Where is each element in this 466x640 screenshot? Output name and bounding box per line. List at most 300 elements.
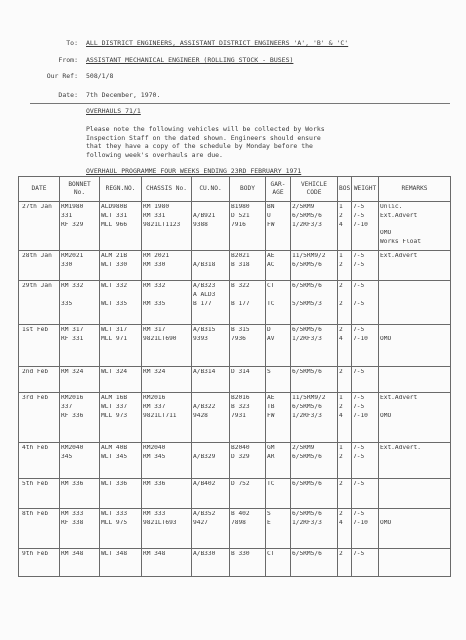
cell-line: 7-5	[353, 212, 365, 219]
cell-remarks	[379, 250, 451, 280]
cell-weight	[352, 392, 379, 442]
cell-cu	[192, 548, 230, 576]
cell-body	[230, 280, 266, 324]
cell-line: WLT 336	[101, 480, 128, 487]
cell-line: 7898	[231, 519, 246, 526]
table-header-row	[19, 177, 451, 202]
cell-line: WLT 337	[101, 403, 128, 410]
cell-line: 9821LT690	[143, 335, 177, 342]
cell-line: AV	[267, 335, 275, 342]
cell-line: 2/5RM9	[292, 204, 315, 210]
cell-body	[230, 478, 266, 508]
cell-bos	[338, 548, 352, 576]
cell-line: OMO	[380, 412, 392, 419]
cell-remarks	[379, 202, 451, 251]
cell-weight	[352, 250, 379, 280]
note-line: Please note the following vehicles will be collected by Works	[86, 125, 325, 133]
cell-line	[292, 292, 336, 301]
cell-line: 1	[339, 444, 343, 451]
cell-line: TC	[267, 480, 275, 487]
cell-chassis	[142, 508, 192, 548]
cell-date	[19, 366, 60, 392]
column-header: CHASSIS No.	[142, 177, 192, 202]
cell-line: RM2021	[61, 252, 84, 259]
cell-line: 7916	[231, 221, 246, 228]
cell-line: 1	[339, 394, 343, 401]
cell-line: RM 337	[143, 403, 166, 410]
cell-garage	[266, 366, 291, 392]
cell-cu	[192, 250, 230, 280]
programme-title: OVERHAUL PROGRAMME FOUR WEEKS ENDING 23RD FEBRUARY 1971	[86, 167, 302, 175]
cell-regn	[100, 202, 142, 251]
cell-cu	[192, 324, 230, 366]
cell-line: 7936	[231, 335, 246, 342]
memo-to-value: ALL DISTRICT ENGINEERS, ASSISTANT DISTRICT ENGINEERS 'A', 'B' & 'C'	[86, 39, 349, 47]
cell-line: B 177	[193, 300, 212, 307]
cell-line: CT	[267, 282, 275, 289]
cell-line: B 330	[231, 550, 250, 557]
cell-line: D	[267, 326, 271, 333]
cell-line: B 177	[231, 300, 250, 307]
cell-line: Ext.Advert	[380, 212, 418, 219]
cell-line: 11/5RM9/2	[292, 394, 326, 401]
cell-line: 6/5RM5/6	[292, 282, 322, 289]
cell-chassis	[142, 548, 192, 576]
memo-date-label: Date:	[58, 91, 78, 99]
cell-code	[291, 202, 338, 251]
memo-ref-row	[0, 73, 466, 83]
cell-line: 7-5	[353, 394, 365, 401]
cell-line: 4th Feb	[22, 444, 49, 451]
cell-line: 7-10	[353, 335, 368, 342]
note-line: Inspection Staff on the dated shown. Engineers should ensure	[86, 133, 321, 142]
cell-line: Ext.Advert	[380, 394, 418, 401]
cell-line: 6/5RM5/6	[292, 261, 322, 268]
cell-chassis	[142, 280, 192, 324]
cell-line: WLT 331	[101, 212, 128, 219]
cell-line	[353, 292, 377, 301]
cell-bos	[338, 392, 352, 442]
cell-line: 9388	[193, 221, 208, 228]
cell-line: 9427	[193, 519, 208, 526]
cell-line: B2021	[231, 252, 250, 259]
cell-remarks	[379, 548, 451, 576]
cell-line: 1st Feb	[22, 326, 49, 333]
cell-code	[291, 324, 338, 366]
cell-line: ALD980B	[101, 204, 128, 210]
cell-date	[19, 548, 60, 576]
cell-line: 6/5RM5/6	[292, 212, 322, 219]
cell-line	[380, 327, 449, 336]
cell-line: A/B352	[193, 510, 216, 517]
cell-line: 6/5RM5/6	[292, 403, 322, 410]
cell-cu	[192, 442, 230, 478]
cell-date	[19, 392, 60, 442]
cell-line: 1/2RF3/3	[292, 519, 322, 526]
cell-line: D 521	[231, 212, 250, 219]
cell-body	[230, 392, 266, 442]
cell-regn	[100, 478, 142, 508]
cell-line: 4	[339, 412, 343, 419]
table-row	[19, 366, 451, 392]
cell-date	[19, 508, 60, 548]
cell-line: 1/2RF3/3	[292, 412, 322, 419]
column-header: VEHICLE CODE	[291, 177, 338, 202]
cell-line: 1	[339, 252, 343, 259]
cell-code	[291, 280, 338, 324]
cell-line: RM 345	[143, 453, 166, 460]
cell-line: RM 333	[61, 510, 84, 517]
cell-line: B 322	[231, 282, 250, 289]
table-row	[19, 508, 451, 548]
cell-body	[230, 442, 266, 478]
table-row	[19, 392, 451, 442]
cell-line: S	[267, 368, 271, 375]
cell-line: WLT 348	[101, 550, 128, 557]
cell-line: 2	[339, 300, 343, 307]
cell-garage	[266, 392, 291, 442]
cell-line: S	[267, 510, 271, 517]
cell-date	[19, 250, 60, 280]
cell-line: Ext.Advert.	[380, 444, 421, 451]
cell-line: 9th Feb	[22, 550, 49, 557]
column-header: BONNET No.	[60, 177, 100, 202]
memo-from-row	[0, 57, 466, 67]
cell-bonnet	[60, 508, 100, 548]
column-header: REMARKS	[379, 177, 451, 202]
cell-line: A ALD3	[193, 291, 216, 298]
cell-line: ALM 16B	[101, 394, 128, 401]
cell-line: 7-5	[353, 326, 365, 333]
cell-line: 29th Jan	[22, 282, 52, 289]
cell-line: 2	[339, 282, 343, 289]
cell-code	[291, 508, 338, 548]
cell-line: 7-5	[353, 550, 365, 557]
cell-line: Ext.Advert	[380, 252, 418, 259]
cell-garage	[266, 250, 291, 280]
cell-line: A/B315	[193, 326, 216, 333]
cell-line: WLT 317	[101, 326, 128, 333]
cell-line: 7-10	[353, 412, 368, 419]
cell-line: 2	[339, 368, 343, 375]
column-header: GAR-AGE	[266, 177, 291, 202]
cell-line: 5/5RM5/3	[292, 300, 322, 307]
table-row	[19, 478, 451, 508]
cell-line: OMO	[380, 230, 392, 237]
cell-line: 1/2RF3/3	[292, 221, 322, 228]
overhauls-title: OVERHAULS 71/1	[86, 107, 141, 115]
cell-chassis	[142, 324, 192, 366]
cell-line: 7-10	[353, 221, 368, 228]
cell-bos	[338, 442, 352, 478]
cell-line: GM	[267, 444, 275, 451]
cell-regn	[100, 508, 142, 548]
cell-line: RM 331	[143, 212, 166, 219]
cell-line: TC	[267, 300, 275, 307]
cell-remarks	[379, 280, 451, 324]
memo-date-row	[0, 92, 466, 102]
cell-line	[231, 292, 264, 301]
cell-line: ALM 21B	[101, 252, 128, 259]
cell-line: D 329	[231, 453, 250, 460]
cell-line: WLT 332	[101, 282, 128, 289]
cell-weight	[352, 548, 379, 576]
table-row	[19, 324, 451, 366]
cell-line: RM2016	[61, 394, 84, 401]
cell-line	[193, 445, 228, 454]
cell-regn	[100, 442, 142, 478]
cell-line: 9393	[193, 335, 208, 342]
cell-regn	[100, 324, 142, 366]
cell-line: 330	[61, 261, 73, 268]
cell-bonnet	[60, 324, 100, 366]
cell-line: WLT 335	[101, 300, 128, 307]
cell-remarks	[379, 392, 451, 442]
cell-line: RF 329	[61, 221, 84, 228]
cell-line: 2	[339, 550, 343, 557]
cell-line: RM 317	[143, 326, 166, 333]
table-body	[19, 202, 451, 577]
cell-code	[291, 250, 338, 280]
cell-garage	[266, 548, 291, 576]
cell-line: B2040	[231, 444, 250, 451]
memo-to-label: To:	[66, 39, 78, 47]
cell-date	[19, 442, 60, 478]
column-header: DATE	[19, 177, 60, 202]
cell-line: RM 324	[61, 368, 84, 375]
cell-line: A/B921	[193, 212, 216, 219]
cell-line: RM 1980	[143, 204, 170, 210]
cell-line	[143, 292, 190, 301]
cell-line: 7-5	[353, 261, 365, 268]
cell-line: 2	[339, 510, 343, 517]
cell-line: 27th Jan	[22, 204, 52, 210]
cell-line: RM1980	[61, 204, 84, 210]
cell-line	[380, 404, 449, 413]
cell-line: U	[267, 212, 271, 219]
memo-ref-value: 508/1/8	[86, 72, 114, 80]
cell-line: RM2040	[61, 444, 84, 451]
cell-line: 11/5RM9/2	[292, 252, 326, 259]
cell-garage	[266, 280, 291, 324]
note-line: that they have a copy of the schedule by Monday before the	[86, 142, 313, 151]
cell-code	[291, 392, 338, 442]
cell-body	[230, 324, 266, 366]
table-row	[19, 202, 451, 251]
cell-line: B2016	[231, 394, 250, 401]
cell-bonnet	[60, 548, 100, 576]
cell-line: CT	[267, 550, 275, 557]
cell-line: A/B329	[193, 453, 216, 460]
cell-line: FW	[267, 412, 275, 419]
cell-line: AE	[267, 252, 275, 259]
cell-chassis	[142, 250, 192, 280]
cell-date	[19, 324, 60, 366]
cell-line: WLT 333	[101, 510, 128, 517]
cell-line: 6/5RM5/6	[292, 453, 322, 460]
cell-line: AR	[267, 453, 275, 460]
cell-date	[19, 478, 60, 508]
cell-weight	[352, 366, 379, 392]
cell-garage	[266, 508, 291, 548]
cell-remarks	[379, 366, 451, 392]
cell-line: ALM 40B	[101, 444, 128, 451]
cell-line: 7-5	[353, 444, 365, 451]
cell-bonnet	[60, 202, 100, 251]
cell-line: RM2040	[143, 444, 166, 451]
overhaul-schedule-table	[18, 176, 451, 577]
cell-line: 7-5	[353, 480, 365, 487]
cell-line: RM2016	[143, 394, 166, 401]
cell-regn	[100, 548, 142, 576]
cell-line: 7-5	[353, 282, 365, 289]
cell-line: MLL 975	[101, 519, 128, 526]
cell-line: RM 332	[61, 282, 84, 289]
cell-weight	[352, 508, 379, 548]
column-header: REGN.NO.	[100, 177, 142, 202]
cell-line: B1980	[231, 204, 250, 210]
memo-date-value: 7th December, 1970.	[86, 91, 161, 99]
cell-garage	[266, 442, 291, 478]
cell-line: 331	[61, 212, 73, 219]
cell-line: A/B402	[193, 480, 216, 487]
cell-line: RM 332	[143, 282, 166, 289]
cell-line: RM 336	[143, 480, 166, 487]
cell-line: 9821LT1123	[143, 221, 181, 228]
cell-line: OMO	[380, 335, 392, 342]
cell-bos	[338, 202, 352, 251]
cell-line	[380, 222, 449, 231]
cell-line: 335	[61, 300, 73, 307]
cell-weight	[352, 478, 379, 508]
cell-code	[291, 548, 338, 576]
cell-line: A/B323	[193, 282, 216, 289]
cell-line	[339, 292, 350, 301]
cell-line: FW	[267, 221, 275, 228]
cell-bonnet	[60, 280, 100, 324]
cell-line: Works Float	[380, 239, 421, 246]
cell-regn	[100, 366, 142, 392]
memo-ref-label: Our Ref:	[46, 72, 78, 80]
cell-line: 345	[61, 453, 73, 460]
cell-line: WLT 330	[101, 261, 128, 268]
cell-code	[291, 442, 338, 478]
cell-line: 2	[339, 326, 343, 333]
cell-line: AE	[267, 394, 275, 401]
cell-cu	[192, 202, 230, 251]
cell-body	[230, 250, 266, 280]
cell-line: 7-5	[353, 300, 365, 307]
cell-line: 6/5RM5/6	[292, 368, 322, 375]
cell-weight	[352, 442, 379, 478]
cell-weight	[352, 280, 379, 324]
instruction-note	[86, 126, 416, 160]
memo-to-row	[0, 40, 466, 50]
cell-line: RM 330	[143, 261, 166, 268]
cell-body	[230, 366, 266, 392]
cell-line: RM 335	[143, 300, 166, 307]
cell-cu	[192, 508, 230, 548]
cell-line: E	[267, 519, 271, 526]
cell-chassis	[142, 442, 192, 478]
cell-line: 7-5	[353, 510, 365, 517]
cell-line: 2	[339, 403, 343, 410]
cell-line	[193, 395, 228, 404]
cell-code	[291, 366, 338, 392]
cell-chassis	[142, 202, 192, 251]
cell-regn	[100, 280, 142, 324]
cell-chassis	[142, 366, 192, 392]
note-line: following week's overhauls are due.	[86, 150, 223, 159]
cell-line: RM 348	[143, 550, 166, 557]
cell-bonnet	[60, 366, 100, 392]
cell-weight	[352, 324, 379, 366]
cell-line: 2	[339, 261, 343, 268]
cell-remarks	[379, 324, 451, 366]
cell-line: 1/2RF3/3	[292, 335, 322, 342]
cell-line: RF 336	[61, 412, 84, 419]
cell-date	[19, 280, 60, 324]
column-header: BOS	[338, 177, 352, 202]
cell-line: OMO	[380, 519, 392, 526]
cell-line: 7-5	[353, 368, 365, 375]
cell-remarks	[379, 478, 451, 508]
cell-garage	[266, 478, 291, 508]
cell-line: 7931	[231, 412, 246, 419]
cell-cu	[192, 392, 230, 442]
cell-line: Unlic.	[380, 204, 403, 210]
cell-line: A/B330	[193, 550, 216, 557]
cell-line: BN	[267, 204, 275, 210]
cell-line: 7-5	[353, 453, 365, 460]
cell-date	[19, 202, 60, 251]
cell-line: MLL 973	[101, 412, 128, 419]
cell-line: 7-5	[353, 204, 365, 210]
cell-line: RM 317	[61, 326, 84, 333]
cell-bonnet	[60, 250, 100, 280]
cell-line: 7-10	[353, 519, 368, 526]
cell-bos	[338, 250, 352, 280]
column-header: BODY	[230, 177, 266, 202]
table-row	[19, 280, 451, 324]
cell-line: 8th Feb	[22, 510, 49, 517]
cell-line: 6/5RM5/6	[292, 550, 322, 557]
cell-line	[380, 511, 449, 520]
cell-line: 28th Jan	[22, 252, 52, 259]
cell-line: 9821LT693	[143, 519, 177, 526]
cell-chassis	[142, 478, 192, 508]
cell-line: 7-5	[353, 403, 365, 410]
cell-line: B 402	[231, 510, 250, 517]
cell-line: 337	[61, 403, 73, 410]
cell-body	[230, 548, 266, 576]
cell-line: 4	[339, 335, 343, 342]
cell-line: WLT 324	[101, 368, 128, 375]
cell-line: A/B314	[193, 368, 216, 375]
cell-line: RM 336	[61, 480, 84, 487]
cell-line: 4	[339, 221, 343, 228]
cell-line: 2/5RM9	[292, 444, 315, 451]
cell-line: D 752	[231, 480, 250, 487]
cell-line: AC	[267, 261, 275, 268]
cell-bonnet	[60, 392, 100, 442]
cell-remarks	[379, 508, 451, 548]
cell-line: 5th Feb	[22, 480, 49, 487]
cell-line: 1	[339, 204, 343, 210]
cell-line: 6/5RM5/6	[292, 510, 322, 517]
cell-line: TB	[267, 403, 275, 410]
cell-garage	[266, 324, 291, 366]
